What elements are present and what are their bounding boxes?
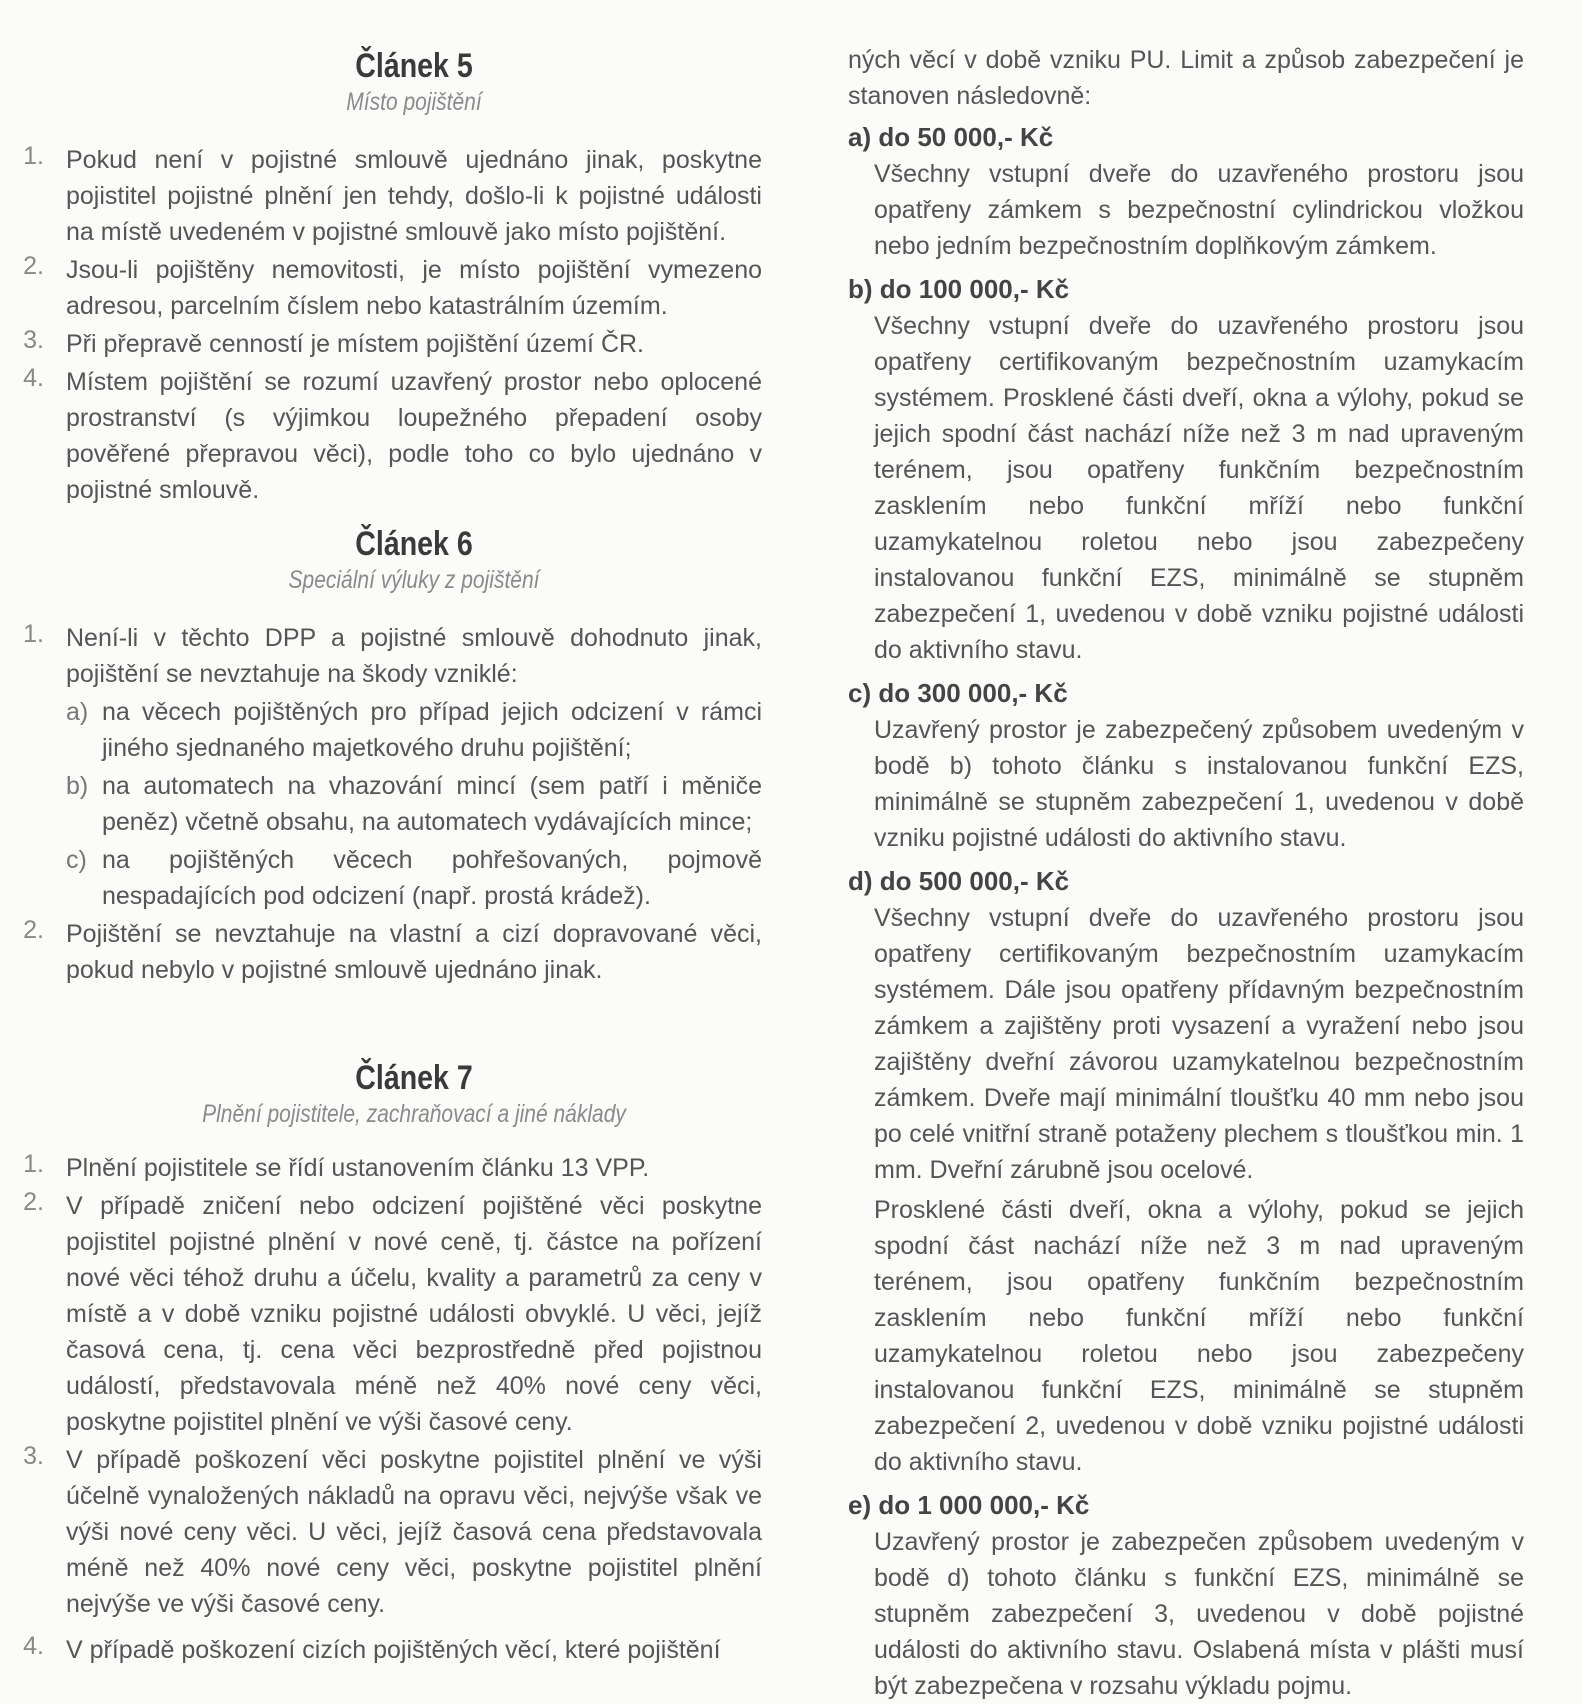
- item-number: 2.: [23, 1188, 44, 1216]
- tier-heading: b) do 100 000,- Kč: [848, 274, 1070, 304]
- article-5-subtitle: Místo pojištění: [346, 88, 482, 116]
- article-7-title: Článek 7: [355, 1059, 473, 1097]
- tier-body: [874, 712, 1524, 856]
- tier-body: [874, 900, 1524, 1480]
- security-section: [848, 42, 1524, 1704]
- list-item: [23, 1188, 762, 1440]
- sub-item-text: na automatech na vhazování mincí (sem patří i měniče peněz) včetně obsahu, na automatech vydávajících mince;: [102, 772, 762, 836]
- item-number: 3.: [23, 326, 44, 354]
- tier-heading: e) do 1 000 000,- Kč: [848, 1490, 1090, 1520]
- article-7-cutoff: [23, 1632, 762, 1664]
- sub-item-text: na pojištěných věcech pohřešovaných, pojmově nespadajících pod odcizení (např. prostá krádež).: [102, 846, 762, 910]
- item-text: V případě zničení nebo odcizení pojištěné věci poskytne pojistitel pojistné plnění v nové ceně, tj. částce na pořízení nové věci téhož druhu a účelu, kvality a parametrů za ceny v místě a v době vzniku pojistné události obvyklé. U věci, jejíž časová cena, tj. cena věci bezprostředně před pojistnou událostí, představovala méně než 40% nové ceny věci, poskytne pojistitel plnění ve výši časové ceny.: [66, 1192, 762, 1436]
- list-item: [23, 364, 762, 508]
- item-number: 4.: [23, 364, 44, 392]
- intro-text: ných věcí v době vzniku PU. Limit a způsob zabezpečení je stanoven následovně:: [848, 46, 1524, 110]
- tier-heading: c) do 300 000,- Kč: [848, 678, 1068, 708]
- list-item: [23, 1632, 762, 1668]
- tier-b: [848, 270, 1524, 668]
- item-number: 2.: [23, 916, 44, 944]
- tier-paragraph: Uzavřený prostor je zabezpečený způsobem uvedeným v bodě b) tohoto článku s instalovanou funkční EZS, minimálně se stupněm zabezpečení 1, uvedenou v době vzniku pojistné události do aktivního stavu.: [874, 716, 1524, 852]
- tier-paragraph: Všechny vstupní dveře do uzavřeného prostoru jsou opatřeny certifikovaným bezpečnostním uzamykacím systémem. Prosklené části dveří, okna a výlohy, pokud se jejich spodní část nachází níže než 3 m nad upraveným terénem, jsou opatřeny funkčním bezpečnostním zasklením nebo funkční mříží nebo funkční uzamykatelnou roletou nebo jsou zabezpečeny instalovanou funkční EZS, minimálně se stupněm zabezpečení 1, uvedenou v době vzniku pojistné události do aktivního stavu.: [874, 312, 1524, 664]
- item-number: 2.: [23, 252, 44, 280]
- item-text: Při přepravě cenností je místem pojištění území ČR.: [66, 330, 645, 358]
- tier-body: [874, 308, 1524, 668]
- tier-body: [874, 156, 1524, 264]
- tier-c: [848, 674, 1524, 856]
- article-6-subtitle: Speciální výluky z pojištění: [288, 566, 540, 594]
- article-5-items: [23, 142, 762, 508]
- item-text: Místem pojištění se rozumí uzavřený prostor nebo oplocené prostranství (s výjimkou loupežného přepadení osoby pověřené přepravou věci), podle toho co bylo ujednáno v pojistné smlouvě.: [66, 368, 762, 504]
- article-7-subtitle: Plnění pojistitele, zachraňovací a jiné náklady: [202, 1100, 626, 1128]
- item-text: Není-li v těchto DPP a pojistné smlouvě dohodnuto jinak, pojištění se nevztahuje na škody vzniklé:: [66, 624, 762, 688]
- sub-item-letter: a): [66, 698, 89, 726]
- list-item: [23, 916, 762, 988]
- sub-item: [66, 768, 762, 840]
- list-item: [23, 1442, 762, 1622]
- tier-paragraph: Všechny vstupní dveře do uzavřeného prostoru jsou opatřeny zámkem s bezpečnostní cylindrickou vložkou nebo jedním bezpečnostním doplňkovým zámkem.: [874, 160, 1524, 260]
- sub-item-letter: b): [66, 772, 89, 800]
- article-6-items: [23, 620, 762, 988]
- tier-paragraph: Všechny vstupní dveře do uzavřeného prostoru jsou opatřeny certifikovaným bezpečnostním uzamykacím systémem. Dále jsou opatřeny přídavným bezpečnostním zámkem a zajištěny proti vysazení a vyražení nebo jsou zajištěny dveřní závorou uzamykatelnou bezpečnostním zámkem. Dveře mají minimální tloušťku 40 mm nebo jsou po celé vnitřní straně potaženy plechem s tloušťkou min. 1 mm. Dveřní zárubně jsou ocelové.: [874, 904, 1524, 1184]
- tier-e: [848, 1486, 1524, 1704]
- sub-item-letter: c): [66, 846, 87, 874]
- item-text: Jsou-li pojištěny nemovitosti, je místo pojištění vymezeno adresou, parcelním číslem nebo katastrálním územím.: [66, 256, 762, 320]
- sub-item: [66, 842, 762, 914]
- item-number: 1.: [23, 620, 44, 648]
- article-5-title: Článek 5: [355, 47, 473, 85]
- sub-item: [66, 694, 762, 766]
- article-7: [66, 1058, 762, 1130]
- list-item: [23, 620, 762, 692]
- list-item: [23, 1150, 762, 1186]
- tier-a: [848, 118, 1524, 264]
- article-5: [66, 46, 762, 118]
- tier-paragraph: Uzavřený prostor je zabezpečen způsobem uvedeným v bodě d) tohoto článku s funkční EZS, minimálně se stupněm zabezpečení 3, uvedenou v době pojistné události do aktivního stavu. Oslabená místa v plášti musí být zabezpečena v rozsahu výkladu pojmu.: [874, 1528, 1524, 1700]
- article-7-items: [23, 1150, 762, 1622]
- tier-body: [874, 1524, 1524, 1704]
- tier-heading: a) do 50 000,- Kč: [848, 122, 1054, 152]
- item-text: Pojištění se nevztahuje na vlastní a cizí dopravované věci, pokud nebylo v pojistné smlouvě ujednáno jinak.: [66, 920, 762, 984]
- article-6-title: Článek 6: [355, 525, 473, 563]
- tier-d: [848, 862, 1524, 1480]
- list-item: [23, 252, 762, 324]
- item-number: 1.: [23, 142, 44, 170]
- item-text: V případě poškození věci poskytne pojistitel plnění ve výši účelně vynaložených nákladů na opravu věci, nejvýše však ve výši nové ceny věci. U věci, jejíž časová cena představovala méně než 40% nové ceny věci, poskytne pojistitel plnění nejvýše ve výši časové ceny.: [66, 1446, 762, 1618]
- item-text: V případě poškození cizích pojištěných věcí, které pojištění: [66, 1636, 721, 1664]
- article-6: [66, 524, 762, 596]
- list-item: [23, 326, 762, 362]
- item-text: Pokud není v pojistné smlouvě ujednáno jinak, poskytne pojistitel pojistné plnění jen tehdy, došlo-li k pojistné události na místě uvedeném v pojistné smlouvě jako místo pojištění.: [66, 146, 762, 246]
- item-number: 4.: [23, 1632, 44, 1660]
- list-item: [23, 142, 762, 250]
- tier-heading: d) do 500 000,- Kč: [848, 866, 1070, 896]
- item-number: 3.: [23, 1442, 44, 1470]
- item-number: 1.: [23, 1150, 44, 1178]
- sub-item-text: na věcech pojištěných pro případ jejich odcizení v rámci jiného sjednaného majetkového druhu pojištění;: [102, 698, 762, 762]
- tier-paragraph: Prosklené části dveří, okna a výlohy, pokud se jejich spodní část nachází níže než 3 m nad upraveným terénem, jsou opatřeny funkčním bezpečnostním zasklením nebo funkční mříží nebo funkční uzamykatelnou roletou nebo jsou zabezpečeny instalovanou funkční EZS, minimálně se stupněm zabezpečení 2, uvedenou v době vzniku pojistné události do aktivního stavu.: [874, 1196, 1524, 1476]
- item-text: Plnění pojistitele se řídí ustanovením článku 13 VPP.: [66, 1154, 650, 1182]
